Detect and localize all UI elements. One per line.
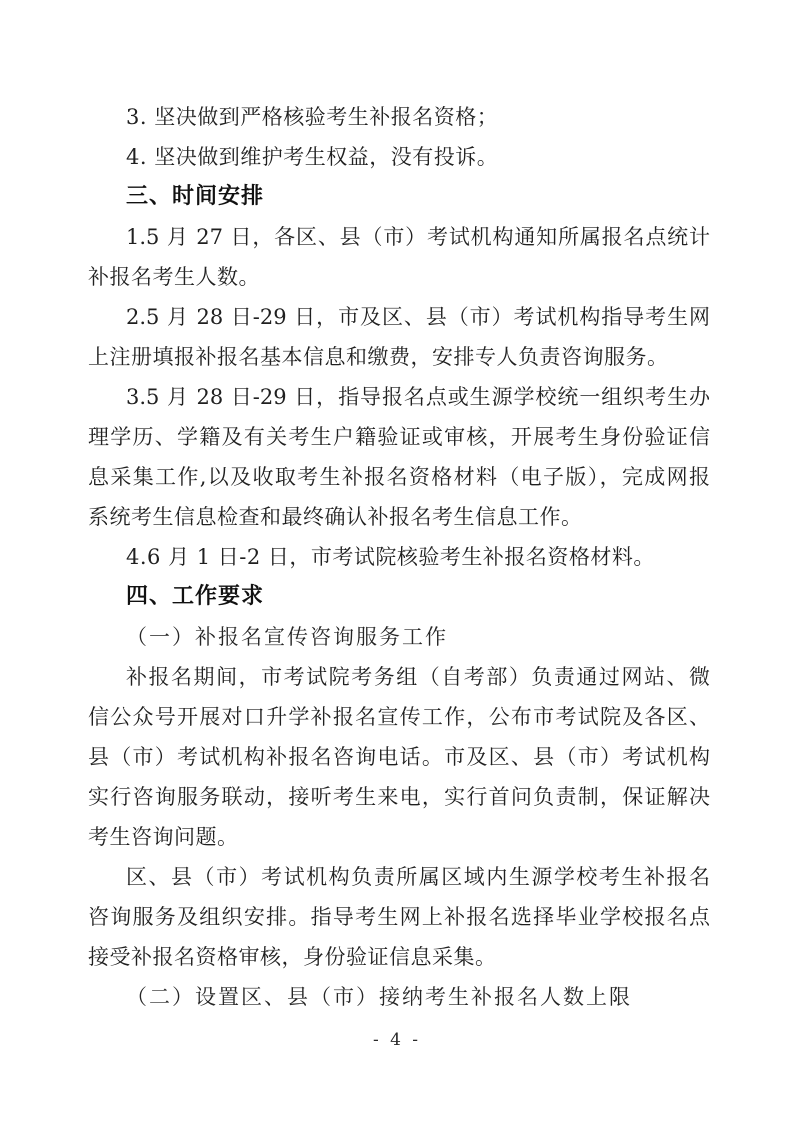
doc-line: 1.5 月 27 日，各区、县（市）考试机构通知所属报名点统计 [126, 225, 710, 249]
doc-line: 3.5 月 28 日-29 日，指导报名点或生源学校统一组织考生办 [126, 385, 710, 409]
doc-line: 实行咨询服务联动，接听考生来电，实行首问负责制，保证解决 [88, 785, 710, 809]
doc-line: 4. 坚决做到维护考生权益，没有投诉。 [126, 145, 499, 169]
doc-line: 系统考生信息检查和最终确认补报名考生信息工作。 [88, 505, 583, 529]
doc-line: 补报名考生人数。 [88, 265, 260, 289]
doc-line: 县（市）考试机构补报名咨询电话。市及区、县（市）考试机构 [88, 745, 710, 769]
doc-line: 理学历、学籍及有关考生户籍验证或审核，开展考生身份验证信 [88, 425, 710, 449]
document-body [88, 97, 710, 1017]
subsection-heading-2: （二）设置区、县（市）接纳考生补报名人数上限 [126, 985, 632, 1009]
doc-line: 上注册填报补报名基本信息和缴费，安排专人负责咨询服务。 [88, 345, 669, 369]
page-number: - 4 - [372, 1030, 422, 1050]
doc-line: 咨询服务及组织安排。指导考生网上补报名选择毕业学校报名点 [88, 905, 710, 929]
doc-line: 3. 坚决做到严格核验考生补报名资格； [126, 105, 499, 129]
doc-line: 2.5 月 28 日-29 日，市及区、县（市）考试机构指导考生网 [126, 305, 710, 329]
doc-line: 接受补报名资格审核，身份验证信息采集。 [88, 945, 497, 969]
doc-line: 4.6 月 1 日-2 日，市考试院核验考生补报名资格材料。 [126, 545, 655, 569]
doc-line: 信公众号开展对口升学补报名宣传工作，公布市考试院及各区、 [88, 705, 710, 729]
subsection-heading-1: （一）补报名宣传咨询服务工作 [126, 625, 448, 649]
section-heading-4: 四、工作要求 [126, 584, 265, 609]
doc-line: 补报名期间，市考试院考务组（自考部）负责通过网站、微 [126, 665, 710, 689]
doc-line: 息采集工作,以及收取考生补报名资格材料（电子版），完成网报 [88, 465, 710, 489]
doc-line: 区、县（市）考试机构负责所属区域内生源学校考生补报名 [126, 865, 710, 889]
doc-line: 考生咨询问题。 [88, 825, 239, 849]
section-heading-3: 三、时间安排 [126, 184, 265, 209]
